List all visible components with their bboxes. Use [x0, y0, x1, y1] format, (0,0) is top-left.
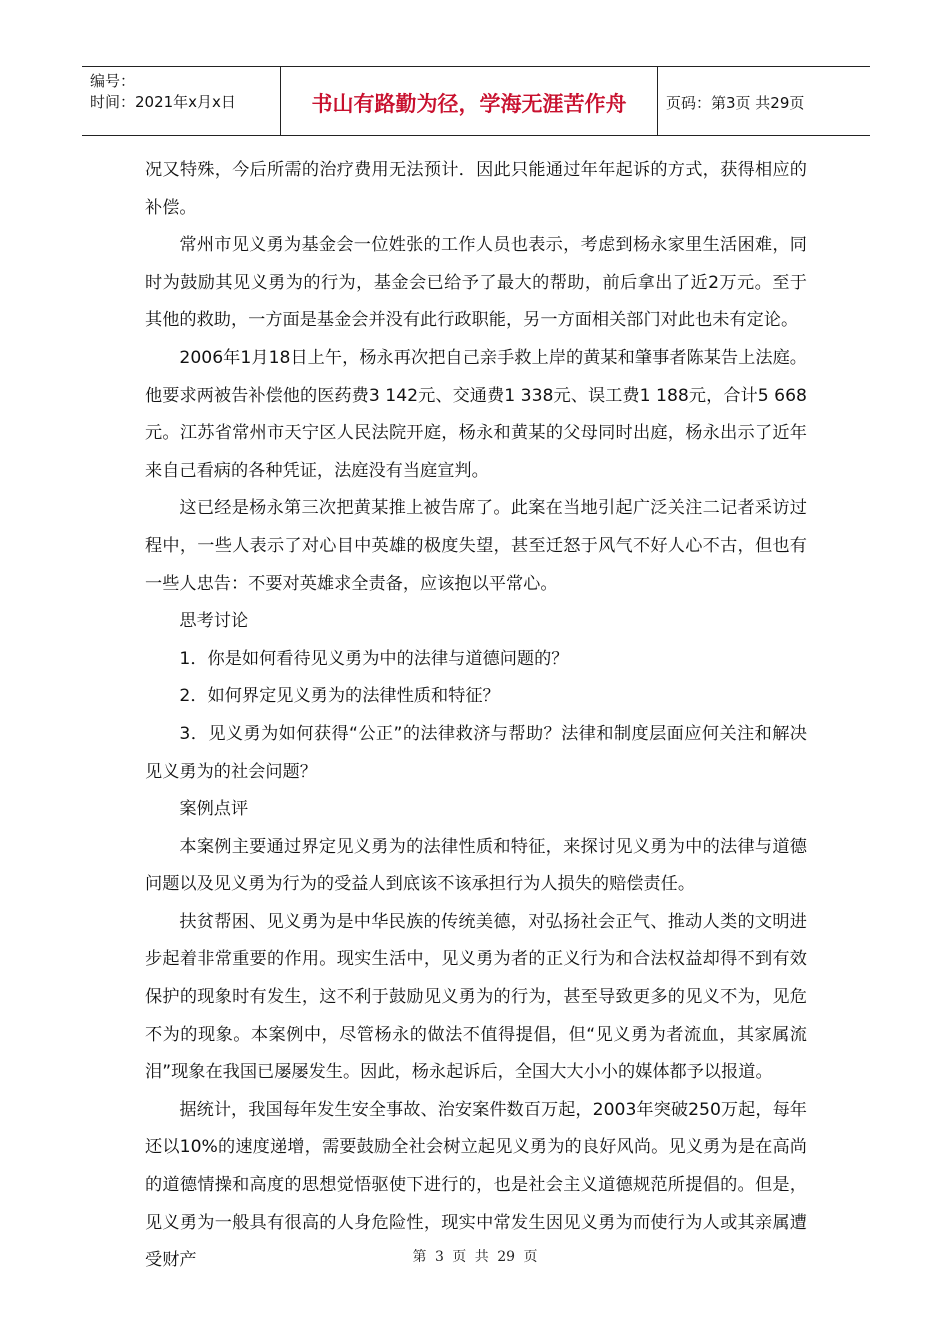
paragraph: 扶贫帮困、见义勇为是中华民族的传统美德，对弘扬社会正气、推动人类的文明进步起着非常重要的作用。现实生活中，见义勇为者的正义行为和合法权益却得不到有效保护的现象时有发生，这不利于鼓励见义勇为的行为，甚至导致更多的见义不为，见危不为的现象。本案例中，尽管杨永的做法不值得提倡，但“见义勇为者流血，其家属流泪”现象在我国已屡屡发生。因此，杨永起诉后，全国大大小小的媒体都予以报道。	[145, 911, 807, 1083]
paragraph: 据统计，我国每年发生安全事故、治安案件数百万起，2003年突破250万起，每年还以10%的速度递增，需要鼓励全社会树立起见义勇为的良好风尚。见义勇为是在高尚的道德情操和高度的思想觉悟驱使下进行的，也是社会主义道德规范所提倡的。但是，见义勇为一般具有很高的人身危险性，现实中常发生因见义勇为而使行为人或其亲属遭受财产	[145, 1099, 807, 1271]
paragraph: 常州市见义勇为基金会一位姓张的工作人员也表示，考虑到杨永家里生活困难，同时为鼓励其见义勇为的行为，基金会已给予了最大的帮助，前后拿出了近2万元。至于其他的救助，一方面是基金会并没有此行政职能，另一方面相关部门对此也未有定论。	[145, 235, 807, 331]
header-motto: 书山有路勤为径，学海无涯苦作舟	[281, 67, 658, 135]
question-item: 1．你是如何看待见义勇为中的法律与道德问题的？	[179, 648, 569, 669]
paragraph: 2006年1月18日上午，杨永再次把自己亲手救上岸的黄某和肇事者陈某告上法庭。他要求两被告补偿他的医药费3 142元、交通费1 338元、误工费1 188元，合计5 668元。江苏省常州市天宁区人民法院开庭，杨永和黄某的父母同时出庭，杨永出示了近年来自己看病的各种凭证，法庭没有当庭宣判。	[145, 347, 807, 481]
header-page-info: 页码：第3页 共29页	[666, 93, 805, 112]
section-heading: 思考讨论	[179, 611, 249, 632]
question-item: 2．如何界定见义勇为的法律性质和特征？	[179, 686, 500, 707]
question-item: 3．见义勇为如何获得“公正”的法律救济与帮助？法律和制度层面应何关注和解决见义勇为的社会问题？	[145, 723, 807, 782]
document-body	[145, 152, 807, 1280]
paragraph: 况又特殊，今后所需的治疗费用无法预计．因此只能通过年年起诉的方式，获得相应的补偿。	[145, 160, 807, 218]
page-footer: 第 3 页 共 29 页	[412, 1249, 538, 1265]
paragraph: 这已经是杨永第三次把黄某推上被告席了。此案在当地引起广泛关注二记者采访过程中，一些人表示了对心目中英雄的极度失望，甚至迁怒于风气不好人心不古，但也有一些人忠告：不要对英雄求全责备，应该抱以平常心。	[145, 498, 807, 594]
paragraph: 本案例主要通过界定见义勇为的法律性质和特征，来探讨见义勇为中的法律与道德问题以及见义勇为行为的受益人到底该不该承担行为人损失的赔偿责任。	[145, 836, 807, 895]
header-meta	[82, 67, 281, 135]
section-heading: 案例点评	[179, 799, 249, 820]
document-date-label: 时间：2021年x月x日	[90, 93, 236, 111]
page-header	[82, 66, 870, 136]
document-number-label: 编号：	[90, 72, 136, 90]
